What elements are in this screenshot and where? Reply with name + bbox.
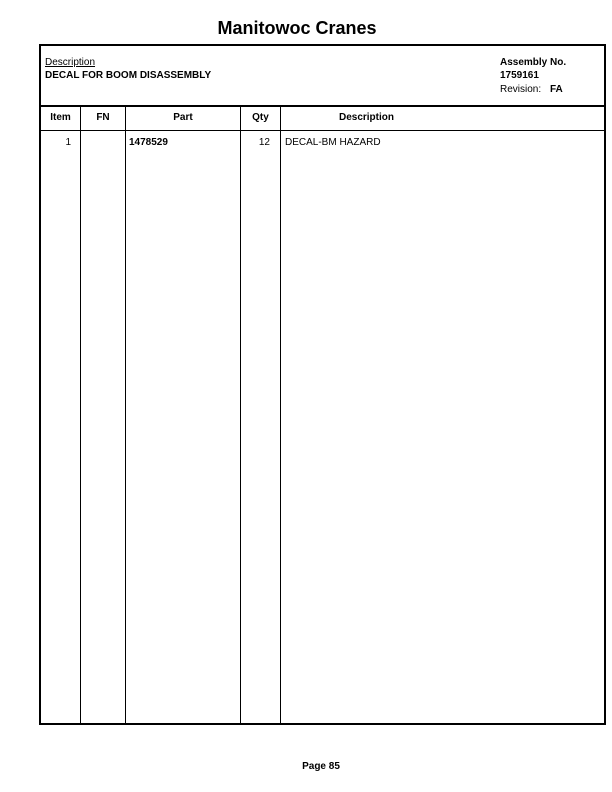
row-qty: 12 <box>258 137 270 148</box>
column-divider-part-qty <box>240 107 241 723</box>
column-divider-fn-part <box>125 107 126 723</box>
assembly-header <box>41 46 604 106</box>
parts-list-frame <box>39 44 606 725</box>
row-item: 1 <box>65 137 71 148</box>
description-label: Description <box>45 57 96 68</box>
column-header-item: Item <box>50 112 71 123</box>
row-description: DECAL-BM HAZARD <box>285 137 381 148</box>
page-number: Page 85 <box>302 761 340 772</box>
column-divider-qty-description <box>280 107 281 723</box>
column-header-description: Description <box>338 112 394 123</box>
column-divider-item-fn <box>80 107 81 723</box>
assembly-number-value: 1759161 <box>500 70 539 81</box>
column-header-fn: FN <box>96 112 110 123</box>
description-value: DECAL FOR BOOM DISASSEMBLY <box>45 70 212 81</box>
column-header-qty: Qty <box>252 112 269 123</box>
row-part-number: 1478529 <box>129 137 168 148</box>
column-header-part: Part <box>173 112 193 123</box>
assembly-number-label: Assembly No. <box>500 57 567 68</box>
revision-label: Revision: <box>500 84 542 95</box>
revision-value: FA <box>550 84 563 95</box>
page-title: Manitowoc Cranes <box>217 18 377 38</box>
